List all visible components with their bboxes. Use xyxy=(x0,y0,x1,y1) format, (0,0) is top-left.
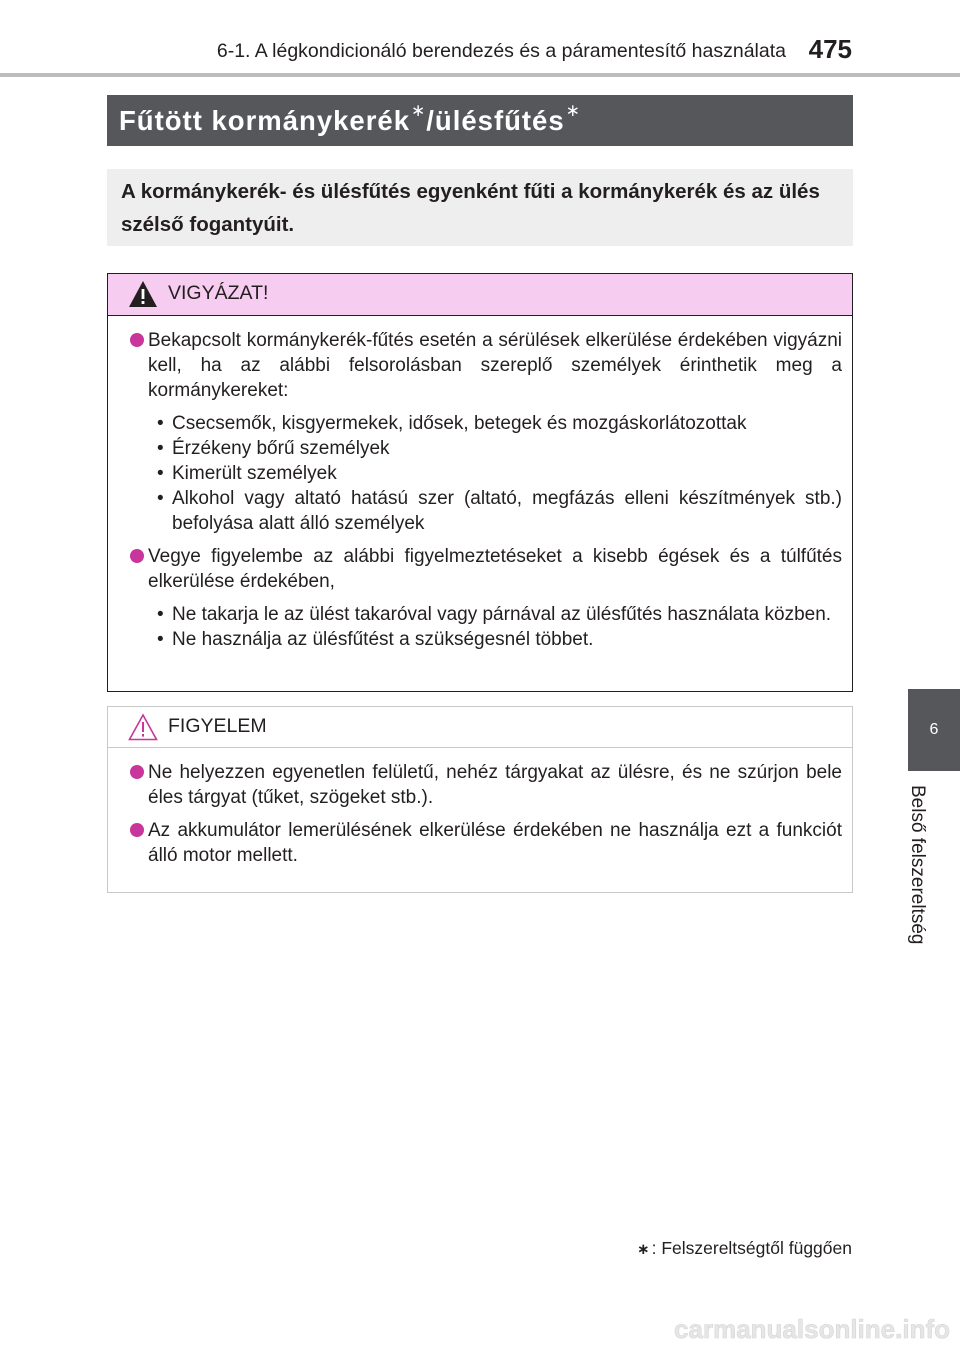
sublist-item: • Érzékeny bőrű személyek xyxy=(157,438,390,459)
caution-body xyxy=(108,316,852,652)
caution-item-text: Vegye figyelembe az alábbi figyelmeztetéseket a kisebb égések és a túlfűtés elkerülése érdekében, xyxy=(148,546,842,592)
sublist-item: • Ne takarja le az ülést takaróval vagy párnával az ülésfűtés használata közben. xyxy=(157,604,832,625)
caution-sublist xyxy=(130,602,842,652)
notice-title: FIGYELEM xyxy=(168,715,267,737)
sublist-item: • Csecsemők, kisgyermekek, idősek, betegek és mozgáskorlátozottak xyxy=(157,413,747,434)
footnote-asterisk: ∗ xyxy=(637,1241,650,1258)
chapter-number: 6 xyxy=(929,721,939,738)
chapter-side-label: Belső felszereltség xyxy=(907,785,928,945)
section-title-second: /ülésfűtés xyxy=(426,105,565,136)
running-header: 6-1. A légkondicionáló berendezés és a páramentesítő használata xyxy=(216,40,786,62)
section-title-main: Fűtött kormánykerék xyxy=(119,105,411,136)
bullet-dot-icon xyxy=(130,549,144,563)
footnote xyxy=(500,1238,852,1259)
caution-sublist xyxy=(130,411,842,536)
bullet-dot-icon xyxy=(130,765,144,779)
header-divider xyxy=(0,73,960,77)
warning-triangle-filled-icon xyxy=(128,280,158,308)
notice-item-text: Ne helyezzen egyenetlen felületű, nehéz tárgyakat az ülésre, és ne szúrjon bele éles tárgyat (tűket, szögeket stb.). xyxy=(148,762,842,808)
chapter-tab xyxy=(908,689,960,771)
caution-item xyxy=(130,328,842,403)
notice-body xyxy=(108,748,852,868)
page-number: 475 xyxy=(808,34,852,64)
notice-item-text: Az akkumulátor lemerülésének elkerülése érdekében ne használja ezt a funkciót álló motor mellett. xyxy=(148,820,842,866)
footnote-text: : Felszereltségtől függően xyxy=(651,1238,852,1258)
caution-item xyxy=(130,544,842,594)
intro-text: A kormánykerék- és ülésfűtés egyenként fűti a kormánykerék és az ülés szélső fogantyúit. xyxy=(121,180,820,236)
caution-title: VIGYÁZAT! xyxy=(168,282,269,304)
title-asterisk-2: ∗ xyxy=(565,101,581,120)
notice-header xyxy=(108,707,852,748)
title-asterisk-1: ∗ xyxy=(411,101,427,120)
notice-item xyxy=(130,818,842,868)
section-title xyxy=(107,95,853,146)
watermark-logo xyxy=(620,1308,956,1348)
watermark-text: carmanualsonline.info xyxy=(674,1314,950,1344)
intro-summary xyxy=(107,169,853,246)
notice-item xyxy=(130,760,842,810)
caution-box xyxy=(107,273,853,692)
warning-triangle-outline-icon xyxy=(128,713,158,741)
sublist-item: • Kimerült személyek xyxy=(157,463,337,484)
sublist-item: • Alkohol vagy altató hatású szer (altató, megfázás elleni készítmények stb.) befolyása alatt álló személyek xyxy=(157,488,842,534)
caution-header xyxy=(108,274,852,316)
caution-item-text: Bekapcsolt kormánykerék-fűtés esetén a sérülések elkerülése érdekében vigyázni kell, ha az alábbi felsorolásban szereplő személyek érinthetik meg a kormánykereket: xyxy=(148,330,842,401)
bullet-dot-icon xyxy=(130,333,144,347)
sublist-item: • Ne használja az ülésfűtést a szükségesnél többet. xyxy=(157,629,594,650)
bullet-dot-icon xyxy=(130,823,144,837)
notice-box xyxy=(107,706,853,893)
